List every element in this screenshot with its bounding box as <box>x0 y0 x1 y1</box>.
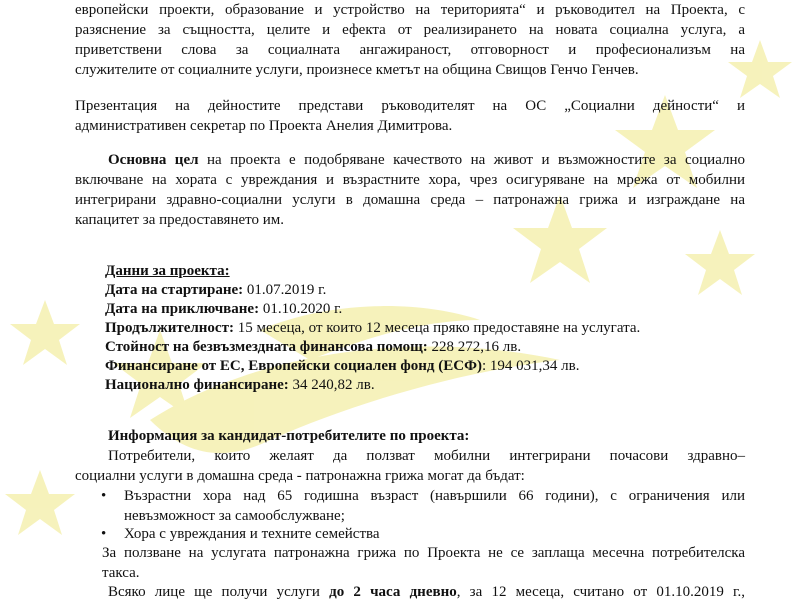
text-line: служителите от социалните услуги, произнесе кметът на община Свищов Генчо Генчев. <box>75 62 639 78</box>
bullet-icon: • <box>101 526 107 542</box>
presentation-paragraph <box>75 96 745 136</box>
end-date-row <box>105 300 745 319</box>
eu-funding-row <box>105 357 745 376</box>
duration-value: 15 месеца, от които 12 месеца пряко предоставяне на услугата. <box>233 320 641 336</box>
text-line: административен секретар по Проекта Анелия Димитрова. <box>75 118 453 134</box>
text-line: Презентация на дейностите представи ръководителят на ОС „Социални дейности“ и <box>75 98 745 114</box>
national-funding-value: 34 240,82 лв. <box>288 377 375 393</box>
start-date-label: Дата на стартиране: <box>105 282 244 298</box>
start-date-value: 01.07.2019 г. <box>243 282 327 298</box>
candidates-paragraph <box>75 446 745 486</box>
text-line: капацитет за предоставянето им. <box>75 212 285 228</box>
duration-row <box>105 319 745 338</box>
list-item <box>75 486 745 526</box>
text-line: приветствени слова за социалната ангажираност, отговорност и професионализъм на <box>75 42 745 58</box>
text-line: невъзможност за самообслужване; <box>124 508 345 524</box>
text-line: разяснение за същността, целите и ефекта от реализирането на новата социална услуга, а <box>75 22 745 38</box>
text-line: включване на хората с увреждания и възрастните хора, чрез осигуряване на мрежа от мобилни <box>75 172 745 188</box>
goal-line1-rest: на проекта е подобряване качеството на живот и възможностите за социално <box>198 152 745 168</box>
text-line: европейски проекти, образование и устройство на територията“ и ръководител на Проекта, с <box>75 2 745 18</box>
goal-paragraph <box>75 150 745 230</box>
national-funding-row <box>105 376 745 395</box>
project-data-section <box>105 262 745 395</box>
bullet-icon: • <box>101 488 107 504</box>
goal-bold-lead: Основна цел <box>108 152 199 168</box>
text-line: Потребители, които желаят да ползват мобилни интегрирани почасови здравно– <box>108 448 745 464</box>
text-line: Хора с увреждания и техните семейства <box>124 526 380 542</box>
hours-rest: , за 12 месеца, считано от 01.10.2019 г., <box>456 584 745 600</box>
eu-funding-value: : 194 031,34 лв. <box>481 358 580 374</box>
end-date-label: Дата на приключване: <box>105 301 260 317</box>
hours-lead: Всяко лице ще получи услуги <box>108 584 330 600</box>
eu-funding-label: Финансиране от ЕС, Европейски социален фонд (ЕСФ) <box>105 358 482 374</box>
text-line: Възрастни хора над 65 годишна възраст (навършили 66 години), с ограничения или <box>124 488 745 504</box>
grant-row <box>105 338 745 357</box>
project-data-heading: Данни за проекта: <box>105 263 230 279</box>
grant-label: Стойност на безвъзмездната финансова помощ: <box>105 339 428 355</box>
candidates-heading: Информация за кандидат-потребителите по проекта: <box>108 428 470 444</box>
fee-paragraph <box>102 543 745 583</box>
text-line: интегрирани здравно-социални услуги в домашна среда – патронажна грижа и изграждане на <box>75 192 745 208</box>
national-funding-label: Национално финансиране: <box>105 377 289 393</box>
hours-bold: до 2 часа дневно <box>329 584 457 600</box>
intro-paragraph <box>75 0 745 80</box>
text-line: социални услуги в домашна среда - патронажна грижа могат да бъдат: <box>75 468 525 484</box>
grant-value: 228 272,16 лв. <box>427 339 522 355</box>
text-line: За ползване на услугата патронажна грижа по Проекта не се заплаща месечна потребителска <box>102 545 745 561</box>
candidates-heading-block <box>108 427 748 446</box>
start-date-row <box>105 281 745 300</box>
text-line <box>75 150 745 170</box>
duration-label: Продължителност: <box>105 320 234 336</box>
end-date-value: 01.10.2020 г. <box>259 301 343 317</box>
text-line <box>75 582 745 602</box>
list-item <box>75 524 745 544</box>
text-line: такса. <box>102 565 140 581</box>
hours-paragraph <box>75 582 745 602</box>
